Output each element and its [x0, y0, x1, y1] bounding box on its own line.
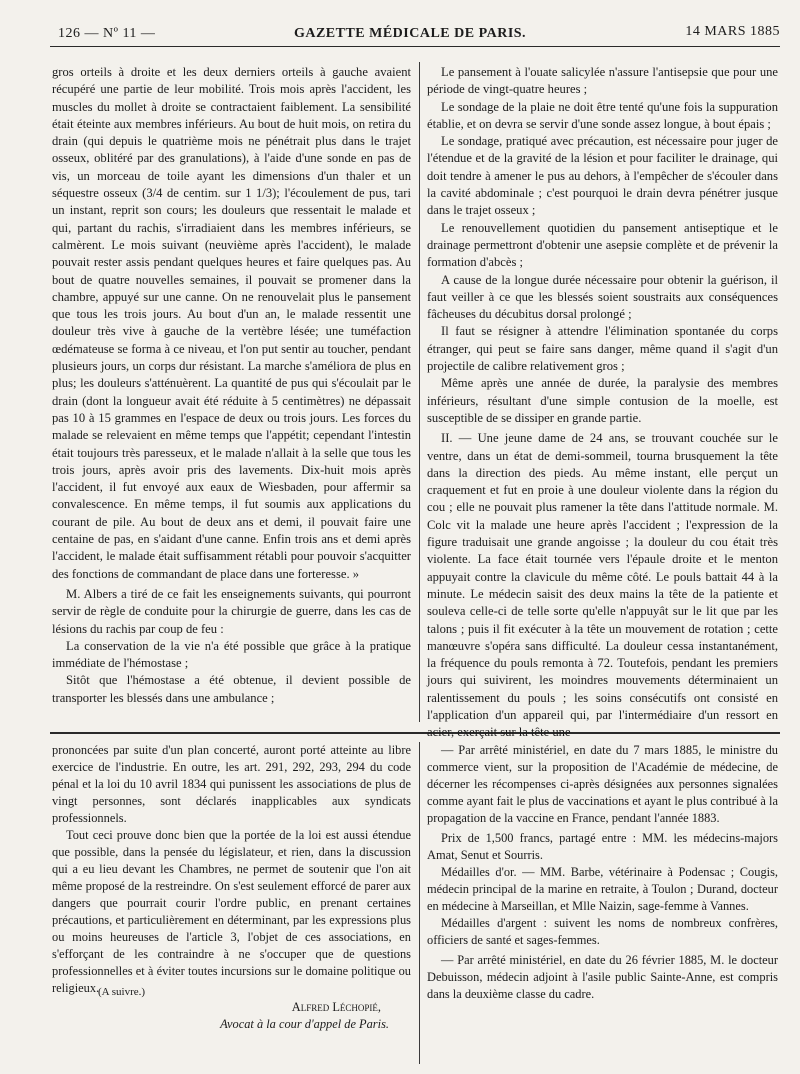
paragraph: Même après une année de durée, la paralysie des membres inférieurs, résultant d'une simple contusion de la moelle, est susceptible de se dissiper en grande partie.	[427, 376, 778, 425]
column-divider-bottom	[419, 742, 420, 1064]
paragraph: Sitôt que l'hémostase a été obtenue, il devient possible de transporter les blessés dans une ambulance ;	[52, 673, 411, 705]
page-header	[40, 20, 780, 46]
page-number: 126 — Nº 11 —	[58, 26, 156, 41]
paragraph: A cause de la longue durée nécessaire pour obtenir la guérison, il faut veiller à ce que les blessés soient soustraits aux conséquences fâcheuses du décubitus dorsal prolongé ;	[427, 272, 778, 322]
header-rule	[50, 46, 780, 47]
article-column-left	[52, 64, 411, 724]
paragraph: Tout ceci prouve donc bien que la portée de la loi est aussi étendue que possible, dans la pensée du législateur, et rien, dans la discussion qui a eu lieu devant les Chambres, ne permet de soutenir que l'on ait même proposé de la restreindre. On s'est seulement efforcé de parer aux dangers que pourrait courir l'ordre public, en prenant certaines précautions, et particulièrement en déterminant, par les expressions plus ou moins heureuses de l'article 3, l'objet de ces associations, en s'efforçant de les contraindre à ne s'occuper que de questions professionnelles et à éviter toutes incursions sur le domaine politique ou religieux.	[52, 828, 411, 995]
paragraph: prononcées par suite d'un plan concerté, auront porté atteinte au libre exercice de l'industrie. En outre, les art. 291, 292, 293, 294 du code pénal et la loi du 10 avril 1834 qui punissent les associations de plus de vingt personnes, sont déclarés inapplicables aux syndicats professionnels.	[52, 743, 411, 825]
to-be-continued: (A suivre.)	[98, 986, 146, 998]
paragraph: II. — Une jeune dame de 24 ans, se trouvant couchée sur le ventre, dans un état de demi-sommeil, tourna brusquement la tête dans la direction des pieds. Au même instant, elle perçut un craquement et fut en proie à une douleur violente dans la région du cou ; elle ne pouvait plus ramener la tête dans l'attitude normale. M. Colc vit la malade une heure après l'accident ; l'expression de la figure traduisait une grande angoisse ; la douleur du cou était très violente. La face était tournée vers l'épaule droite et le menton appuyait contre la clavicule du même côté. Le pouls battait 44 à la minute. Le médecin saisit des deux mains la tête de la patiente et souleva celle-ci de telle sorte qu'elle n'appuyât sur le lit que par les talons ; puis il fit exécuter à la tête un mouvement de rotation ; cette manœuvre s'opéra sans difficulté. La douleur cessa instantanément, la fréquence du pouls remonta à 72. Toutefois, pendant les premiers jours qui suivirent, les moindres mouvements déterminaient un ralentissement du pouls ; les soins consécutifs ont consisté en l'application d'un appareil qui, par l'intermédiaire d'un ressort en acier, exerçait sur la tête une	[427, 431, 778, 740]
paragraph: — Par arrêté ministériel, en date du 7 mars 1885, le ministre du commerce vient, sur la proposition de l'Académie de médecine, de décerner les récompenses ci-après désignées aux personnes signalées comme ayant fait le plus de vaccinations et ayant le plus contribué à la propagation de la vaccine en France, pendant l'année 1883.	[427, 743, 778, 825]
paragraph: Prix de 1,500 francs, partagé entre : MM. les médecins-majors Amat, Senut et Sourris.	[427, 831, 778, 862]
author-title: Avocat à la cour d'appel de Paris.	[220, 1017, 389, 1031]
publication-title: GAZETTE MÉDICALE DE PARIS.	[293, 26, 527, 41]
column-divider-top	[419, 62, 420, 722]
article-column-right	[427, 64, 778, 740]
paragraph: Le sondage, pratiqué avec précaution, est nécessaire pour juger de l'étendue et de la gravité de la lésion et pour faciliter le drainage, qui doit tendre à amener le pus au dehors, à l'empêcher de s'écouler dans la cavité abdominale ; c'est pourquoi le drain devra pénétrer jusque dans le trajet osseux ;	[427, 134, 778, 218]
paragraph: La conservation de la vie n'a été possible que grâce à la pratique immédiate de l'hémostase ;	[52, 638, 411, 671]
paragraph: — Par arrêté ministériel, en date du 26 février 1885, M. le docteur Debuisson, médecin adjoint à l'asile public Sainte-Anne, est compris dans la deuxième classe du cadre.	[427, 953, 778, 1001]
author-name: Alfred Léchopié,	[291, 1000, 381, 1014]
paragraph: Le renouvellement quotidien du pansement antiseptique et le drainage permettront d'obtenir une asepsie complète et de prévenir la formation d'abcès ;	[427, 220, 778, 270]
paragraph: Médailles d'or. — MM. Barbe, vétérinaire à Podensac ; Cougis, médecin principal de la marine en retraite, à Toulon ; Durand, docteur en médecine à Marseillan, et Mlle Naizin, sage-femme à Vannes.	[427, 865, 778, 913]
paragraph: Le sondage de la plaie ne doit être tenté qu'une fois la suppuration établie, et on devra se servir d'une sonde assez longue, à bout épais ;	[427, 99, 778, 131]
issue-date: 14 MARS 1885	[685, 24, 780, 39]
feuilleton-column-left	[52, 742, 411, 1031]
news-column-right	[427, 742, 778, 1064]
paragraph: M. Albers a tiré de ce fait les enseignements suivants, qui pourront servir de règle de conduite pour la chirurgie de guerre, dans les cas de lésions du rachis par coup de feu :	[52, 586, 411, 636]
paragraph: Il faut se résigner à attendre l'élimination spontanée du corps étranger, qui peut se faire sans danger, même quand il s'agit d'un projectile de calibre relativement gros ;	[427, 324, 778, 374]
signature	[52, 999, 411, 1033]
paragraph: Médailles d'argent : suivent les noms de nombreux confrères, officiers de santé et sages-femmes.	[427, 916, 778, 947]
paragraph: gros orteils à droite et les deux derniers orteils à gauche avaient récupéré une partie de leur mobilité. Trois mois après l'accident, les muscles du mollet à droite se contractaient faiblement. La sensibilité était éteinte aux membres inférieurs. Au bout de huit mois, on retira du drain (qui depuis le quatrième mois ne pénétrait plus dans le trajet osseux, oblitéré par des granulations), à l'aide d'une sonde en pas de vis, un morceau de toile ayant les dimensions d'un thaler et un séquestre osseux (3/4 de centim. sur 1 1/3); l'écoulement de pus, tari un instant, reprit son cours; les douleurs que ressentait le malade et qui, partant du rachis, s'irradiaient dans les membres inférieurs, se calmèrent. Le mois suivant (neuvième après l'accident), le malade pouvait rester assis pendant quelques heures et faire quelques pas. Au bout de quatre nouvelles semaines, il pouvait se promener dans la chambre, appuyé sur une canne. On ne renouvelait plus le pansement que tous les trois jours. Au bout d'un an, le malade ressentit une douleur très vive à gauche de la vertèbre lésée; une tuméfaction œdémateuse se forma à ce niveau, et l'on put sentir au toucher, pendant plusieurs jours, un corps dur résistant. La marche s'améliora de plus en plus; les douleurs s'atténuèrent. La quantité de pus qui s'écoulait par le drain (dont la longueur avait été réduite à 5 centimètres) ne dépassait pas 10 à 15 grammes en l'espace de deux ou trois jours. Les forces du malade se relevaient en même temps que l'appétit; cependant l'intestin était toujours très paresseux, et le malade n'allait à la selle que tous les trois jours, après avoir pris des lavements. Dix-huit mois après l'accident, il fut envoyé aux eaux de Wiesbaden, pour affermir sa convalescence. En même temps, il fut soumis aux applications du courant de pile. Au bout de deux ans et demi, il pouvait faire une centaine de pas, en s'aidant d'une canne. Enfin trois ans et demi après l'accident, le malade était suffisamment rétabli pour pouvoir s'acquitter des fonctions de commandant de place dans une forteresse. »	[52, 65, 411, 581]
paragraph: Le pansement à l'ouate salicylée n'assure l'antisepsie que pour une période de vingt-quatre heures ;	[427, 65, 778, 97]
